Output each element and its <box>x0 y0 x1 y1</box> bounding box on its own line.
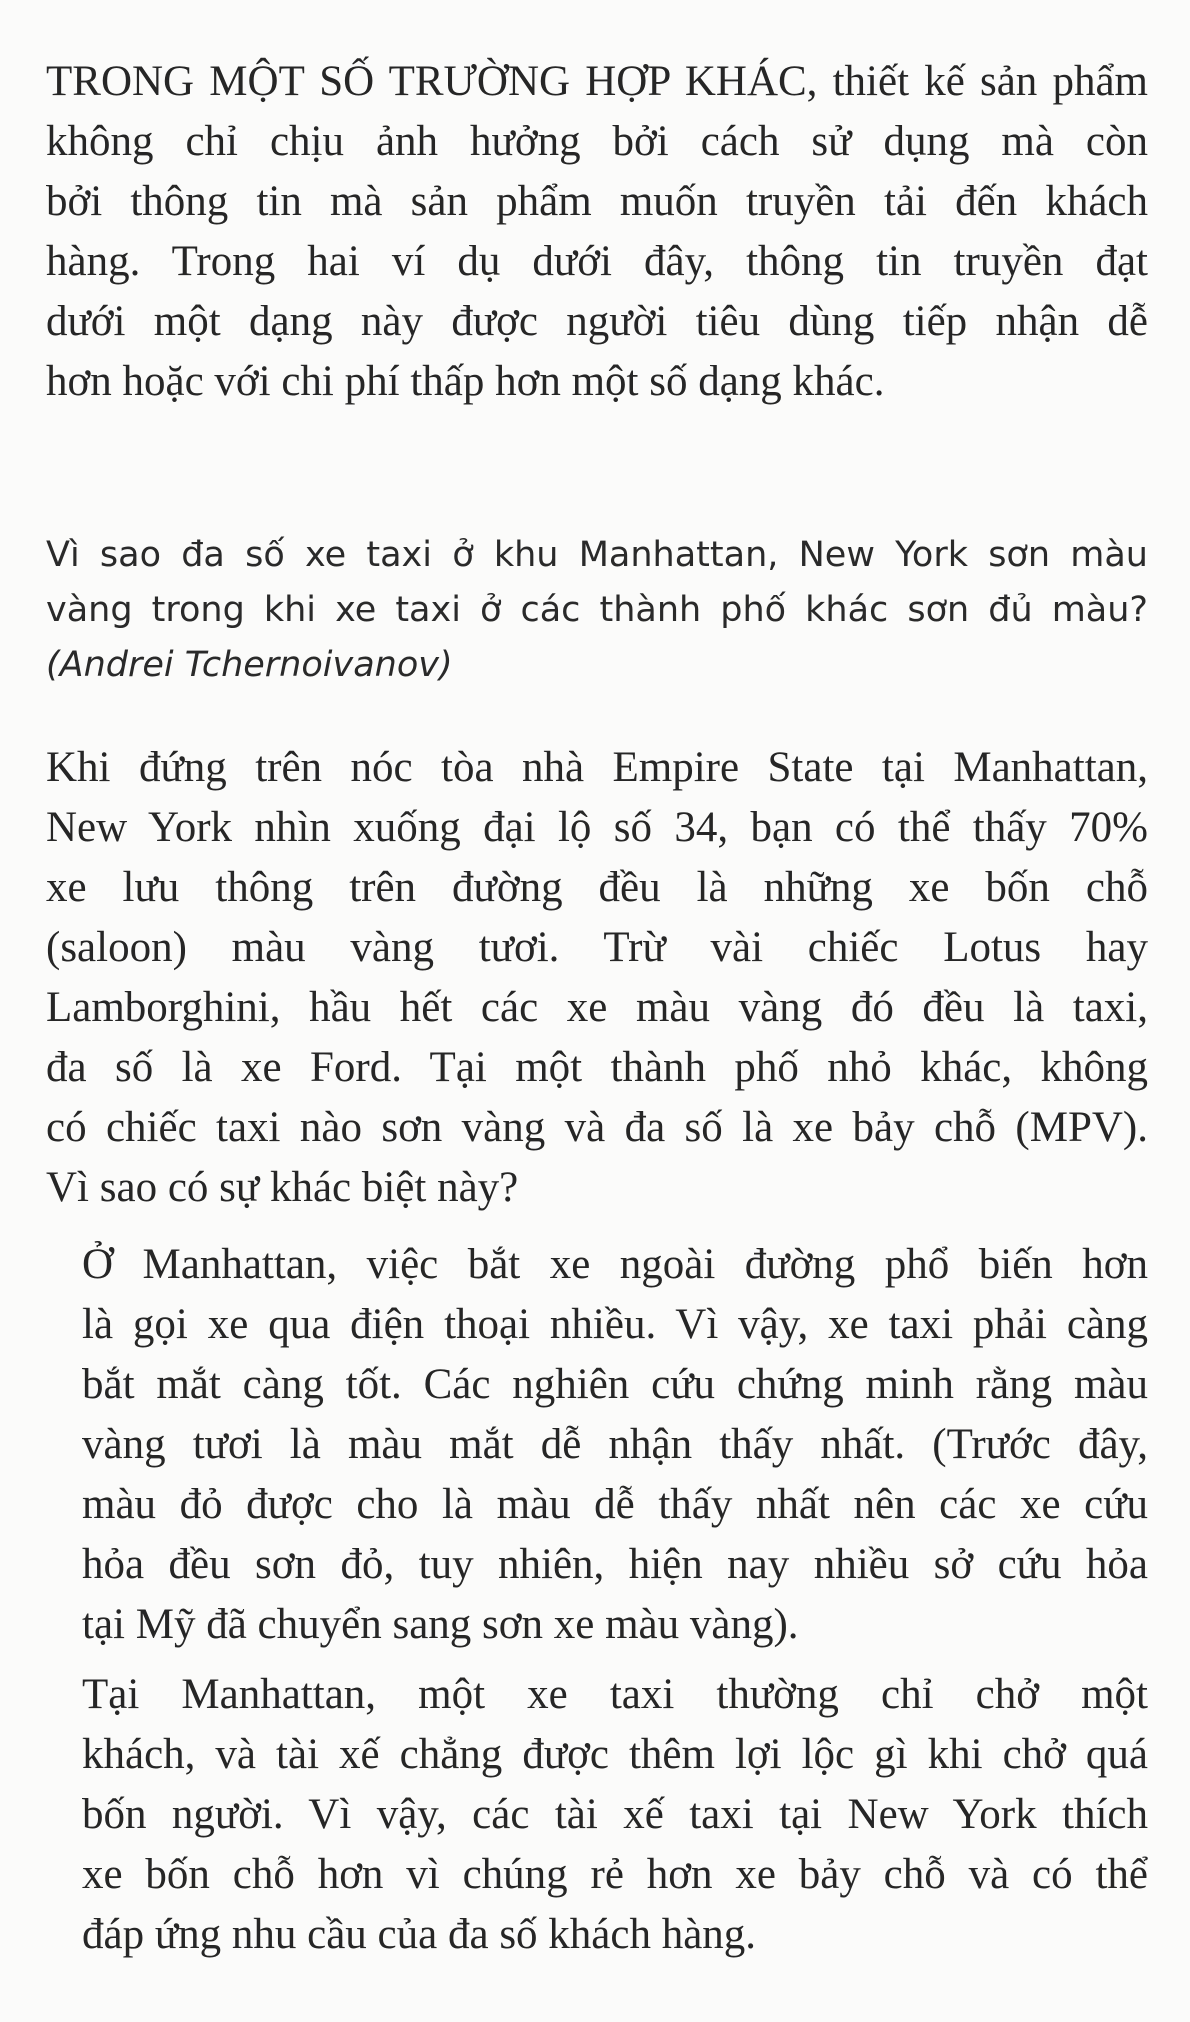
answer-line: New York nhìn xuống đại lộ số 34, bạn có thể thấy 70% <box>46 804 1148 851</box>
answer-line: xe lưu thông trên đường đều là những xe bốn chỗ <box>46 864 1148 911</box>
intro-paragraph <box>46 52 1148 412</box>
intro-line: bởi thông tin mà sản phẩm muốn truyền tải đến khách <box>46 178 1148 225</box>
question-author: (Andrei Tchernoivanov) <box>46 645 453 685</box>
intro-line: dưới một dạng này được người tiêu dùng tiếp nhận dễ <box>46 298 1148 345</box>
answer-line: vàng tươi là màu mắt dễ nhận thấy nhất. (Trước đây, <box>82 1421 1148 1468</box>
answer-paragraph-3 <box>46 1665 1148 1965</box>
answer-line: bắt mắt càng tốt. Các nghiên cứu chứng minh rằng màu <box>82 1361 1148 1408</box>
question-line: vàng trong khi xe taxi ở các thành phố khác sơn đủ màu? <box>46 590 1148 630</box>
answer-line: có chiếc taxi nào sơn vàng và đa số là xe bảy chỗ (MPV). <box>46 1104 1148 1151</box>
answer-line: Ở Manhattan, việc bắt xe ngoài đường phổ biến hơn <box>82 1241 1148 1288</box>
intro-line: không chỉ chịu ảnh hưởng bởi cách sử dụng mà còn <box>46 118 1148 165</box>
answer-line: đáp ứng nhu cầu của đa số khách hàng. <box>82 1911 757 1958</box>
question-line: Vì sao đa số xe taxi ở khu Manhattan, New York sơn màu <box>46 535 1148 575</box>
answer-paragraph-2 <box>46 1235 1148 1655</box>
answer-line: tại Mỹ đã chuyển sang sơn xe màu vàng). <box>82 1601 799 1648</box>
answer-line: hỏa đều sơn đỏ, tuy nhiên, hiện nay nhiều sở cứu hỏa <box>82 1541 1148 1588</box>
answer-line: Khi đứng trên nóc tòa nhà Empire State tại Manhattan, <box>46 744 1148 791</box>
answer-line: Vì sao có sự khác biệt này? <box>46 1164 519 1211</box>
intro-line: hơn hoặc với chi phí thấp hơn một số dạng khác. <box>46 358 885 405</box>
answer-line: Tại Manhattan, một xe taxi thường chỉ chở một <box>82 1671 1148 1718</box>
answer-line: đa số là xe Ford. Tại một thành phố nhỏ khác, không <box>46 1044 1148 1091</box>
answer-paragraph-1 <box>46 738 1148 1218</box>
question-block <box>46 528 1148 693</box>
answer-line: là gọi xe qua điện thoại nhiều. Vì vậy, xe taxi phải càng <box>82 1301 1148 1348</box>
answer-line: xe bốn chỗ hơn vì chúng rẻ hơn xe bảy chỗ và có thể <box>82 1851 1148 1898</box>
answer-line: khách, và tài xế chẳng được thêm lợi lộc gì khi chở quá <box>82 1731 1148 1778</box>
answer-line: Lamborghini, hầu hết các xe màu vàng đó đều là taxi, <box>46 984 1148 1031</box>
intro-line: hàng. Trong hai ví dụ dưới đây, thông tin truyền đạt <box>46 238 1148 285</box>
answer-line: màu đỏ được cho là màu dễ thấy nhất nên các xe cứu <box>82 1481 1148 1528</box>
answer-line: (saloon) màu vàng tươi. Trừ vài chiếc Lotus hay <box>46 924 1148 971</box>
answer-line: bốn người. Vì vậy, các tài xế taxi tại New York thích <box>82 1791 1148 1838</box>
intro-line: TRONG MỘT SỐ TRƯỜNG HỢP KHÁC, thiết kế sản phẩm <box>46 58 1148 105</box>
